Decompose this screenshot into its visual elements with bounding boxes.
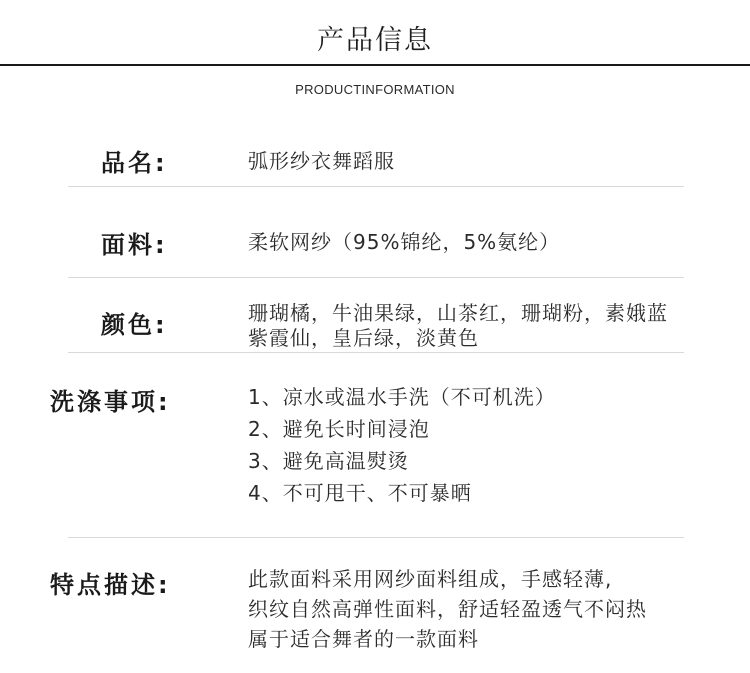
product-name-line: 弧形纱衣舞蹈服 bbox=[248, 149, 395, 173]
color-line: 珊瑚橘，牛油果绿，山茶红，珊瑚粉，素娥蓝 bbox=[248, 301, 668, 325]
washing-value bbox=[248, 381, 556, 509]
features-line: 织纹自然高弹性面料，舒适轻盈透气不闷热 bbox=[248, 597, 647, 621]
row-divider bbox=[68, 537, 684, 538]
washing-line: 1、凉水或温水手洗（不可机洗） bbox=[248, 385, 556, 409]
washing-line: 2、避免长时间浸泡 bbox=[248, 417, 430, 441]
fabric-line: 柔软网纱（95%锦纶，5%氨纶） bbox=[248, 230, 561, 254]
color-value bbox=[248, 301, 668, 351]
page-title: 产品信息 bbox=[317, 25, 433, 56]
title-underline bbox=[0, 64, 750, 66]
row-divider bbox=[68, 352, 684, 353]
product-name-label: 品名: bbox=[101, 149, 168, 177]
washing-line: 4、不可甩干、不可暴晒 bbox=[248, 481, 472, 505]
color-label: 颜色: bbox=[101, 311, 168, 339]
features-line: 此款面料采用网纱面料组成，手感轻薄, bbox=[248, 567, 613, 591]
features-value bbox=[248, 564, 647, 654]
row-divider bbox=[68, 277, 684, 278]
features-line: 属于适合舞者的一款面料 bbox=[248, 627, 479, 651]
fabric-value bbox=[248, 226, 560, 255]
row-divider bbox=[68, 186, 684, 187]
color-line: 紫霞仙，皇后绿，淡黄色 bbox=[248, 326, 479, 350]
page-subtitle: PRODUCTINFORMATION bbox=[295, 82, 455, 97]
features-label: 特点描述: bbox=[50, 571, 171, 599]
washing-line: 3、避免高温熨烫 bbox=[248, 449, 409, 473]
fabric-label: 面料: bbox=[101, 231, 168, 259]
washing-label: 洗涤事项: bbox=[50, 388, 171, 416]
product-name-value bbox=[248, 145, 395, 174]
